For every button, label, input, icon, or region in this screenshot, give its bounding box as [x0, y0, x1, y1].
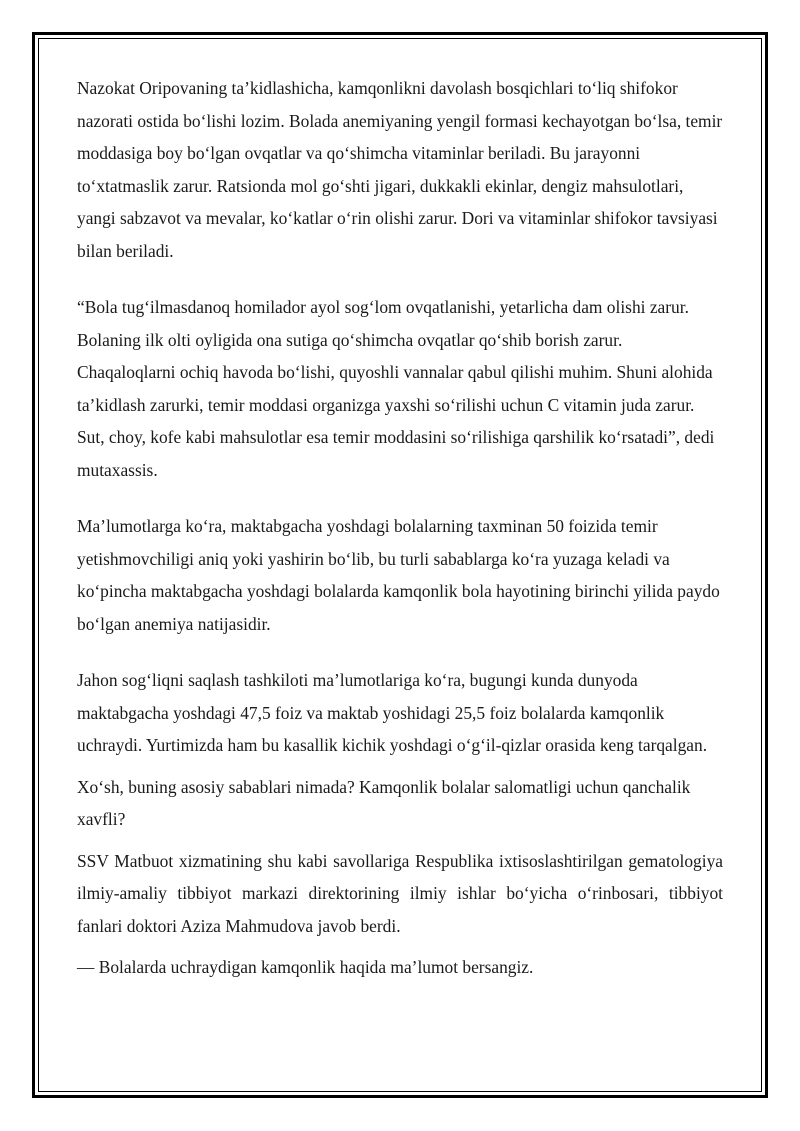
paragraph-question: Xo‘sh, buning asosiy sabablari nimada? Kamqonlik bolalar salomatligi uchun qanchalik xavfli? — [77, 776, 691, 829]
paragraph-who-data: Jahon sog‘liqni saqlash tashkiloti ma’lumotlariga ko‘ra, bugungi kunda dunyoda maktabgacha yoshdagi 47,5 foiz va maktab yoshidagi 25,5 foiz bolalarda kamqonlik uchraydi. Yurtimizda ham bu kasallik kichik yoshdagi o‘g‘il-qizlar orasida keng tarqalgan. — [77, 670, 708, 755]
paragraph-specialist-quote: “Bola tug‘ilmasdanoq homilador ayol sog‘lom ovqatlanishi, yetarlicha dam olishi zarur. Bolaning ilk olti oyligida ona sutiga qo‘shimcha ovqatlar qo‘shib borish zarur. Chaqaloqlarni ochiq havoda bo‘lishi, quyoshli vannalar qabul qilishi muhim. Shuni alohida ta’kidlash zarurki, temir moddasi organizga yaxshi so‘rilishi uchun C vitamin juda zarur. Sut, choy, kofe kabi mahsulotlar esa temir moddasini so‘rilishiga qarshilik ko‘rsatadi”, dedi mutaxassis. — [77, 297, 715, 480]
document-body — [77, 72, 723, 984]
paragraph-press-service: SSV Matbuot xizmatining shu kabi savollariga Respublika ixtisoslashtirilgan gematologiya ilmiy-amaliy tibbiyot markazi direktorining ilmiy ishlar bo‘yicha o‘rinbosari, tibbiyot fanlari doktori Aziza Mahmudova javob berdi. — [77, 850, 723, 936]
paragraph-treatment: Nazokat Oripovaning ta’kidlashicha, kamqonlikni davolash bosqichlari to‘liq shifokor nazorati ostida bo‘lishi lozim. Bolada anemiyaning yengil formasi kechayotgan bo‘lsa, temir moddasiga boy bo‘lgan ovqatlar va qo‘shimcha vitaminlar beriladi. Bu jarayonni to‘xtatmaslik zarur. Ratsionda mol go‘shti jigari, dukkakli ekinlar, dengiz mahsulotlari, yangi sabzavot va mevalar, ko‘katlar o‘rin olishi zarur. Dori va vitaminlar shifokor tavsiyasi bilan beriladi. — [77, 78, 723, 261]
paragraph-statistics: Ma’lumotlarga ko‘ra, maktabgacha yoshdagi bolalarning taxminan 50 foizida temir yetishmovchiligi aniq yoki yashirin bo‘lib, bu turli sabablarga ko‘ra yuzaga keladi va ko‘pincha maktabgacha yoshdagi bolalarda kamqonlik bola hayotining birinchi yilida paydo bo‘lgan anemiya natijasidir. — [77, 516, 720, 634]
paragraph-interview-question: — Bolalarda uchraydigan kamqonlik haqida ma’lumot bersangiz. — [77, 957, 534, 977]
